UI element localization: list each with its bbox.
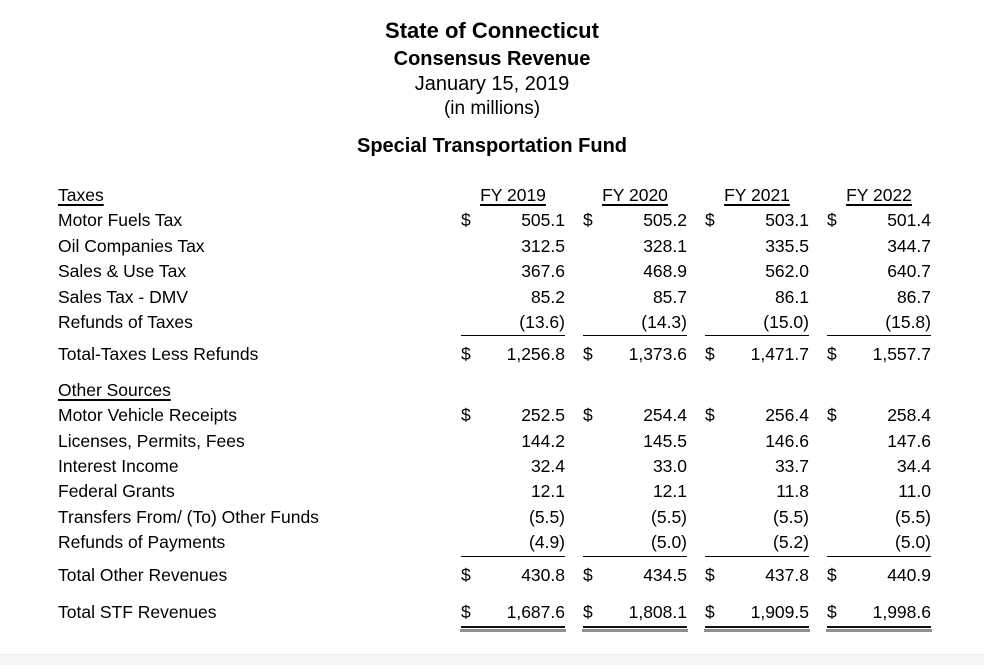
- cell-value: 258.4: [887, 405, 931, 426]
- cell-fy2020: [583, 208, 687, 233]
- cell-value: 430.8: [521, 564, 565, 585]
- cell-fy2022: [827, 342, 931, 367]
- cell-value: 11.0: [898, 481, 931, 502]
- column-header-fy2022: [827, 183, 931, 208]
- cell-fy2022: [827, 429, 931, 454]
- dollar-sign: $: [461, 210, 471, 231]
- dollar-sign: $: [461, 602, 471, 623]
- cell-fy2021: [705, 403, 809, 428]
- cell-fy2021: [705, 234, 809, 259]
- cell-fy2020: [583, 479, 687, 504]
- dollar-sign: $: [705, 564, 715, 585]
- row-label: Licenses, Permits, Fees: [58, 430, 245, 451]
- dollar-sign: $: [461, 405, 471, 426]
- table-row-interest-income: [58, 454, 984, 479]
- cell-fy2022: [827, 310, 931, 336]
- cell-value: (14.3): [641, 312, 687, 333]
- cell-value: 505.1: [521, 210, 565, 231]
- cell-fy2021: [705, 454, 809, 479]
- cell-fy2021: [705, 600, 809, 627]
- document-header: [0, 0, 984, 159]
- cell-value: 254.4: [643, 405, 687, 426]
- table-row-total-stf-revenues: [58, 600, 984, 627]
- doc-date: January 15, 2019: [414, 73, 570, 95]
- table-row-refunds-of-payments: [58, 530, 984, 556]
- cell-fy2021: [705, 530, 809, 556]
- row-label: Refunds of Taxes: [58, 312, 193, 333]
- dollar-sign: $: [461, 344, 471, 365]
- dollar-sign: $: [827, 405, 837, 426]
- cell-value: 256.4: [765, 405, 809, 426]
- section-header-label: Taxes: [58, 185, 104, 205]
- cell-fy2019: [461, 259, 565, 284]
- row-label: Transfers From/ (To) Other Funds: [58, 506, 319, 527]
- cell-fy2019: [461, 454, 565, 479]
- cell-fy2019: [461, 600, 565, 627]
- cell-value: 505.2: [643, 210, 687, 231]
- cell-fy2020: [583, 234, 687, 259]
- cell-fy2019: [461, 563, 565, 588]
- cell-value: (5.2): [773, 532, 809, 553]
- column-header-fy2021: [705, 183, 809, 208]
- cell-value: (15.0): [763, 312, 809, 333]
- cell-fy2021: [705, 285, 809, 310]
- cell-value: 32.4: [530, 456, 565, 477]
- cell-fy2020: [583, 259, 687, 284]
- cell-fy2022: [827, 600, 931, 627]
- cell-fy2022: [827, 403, 931, 428]
- section-header-cell: [58, 378, 443, 403]
- cell-value: (15.8): [885, 312, 931, 333]
- cell-value: (5.5): [651, 506, 687, 527]
- cell-fy2019: [461, 310, 565, 336]
- row-label: Sales Tax - DMV: [58, 286, 188, 307]
- column-header-label: FY 2020: [602, 185, 668, 205]
- cell-value: 1,998.6: [872, 602, 931, 623]
- cell-value: 12.1: [530, 481, 565, 502]
- cell-value: 144.2: [521, 430, 565, 451]
- cell-value: (5.5): [895, 506, 931, 527]
- dollar-sign: $: [827, 564, 837, 585]
- cell-fy2021: [705, 259, 809, 284]
- cell-value: (5.0): [895, 532, 931, 553]
- cell-value: 1,909.5: [750, 602, 809, 623]
- cell-value: 33.7: [774, 456, 809, 477]
- cell-fy2022: [827, 505, 931, 530]
- cell-fy2019: [461, 403, 565, 428]
- cell-fy2019: [461, 285, 565, 310]
- column-header-label: FY 2022: [846, 185, 912, 205]
- doc-subtitle: Consensus Revenue: [393, 48, 591, 70]
- page-title: State of Connecticut: [385, 18, 599, 43]
- table-row-motor-vehicle-receipts: [58, 403, 984, 428]
- cell-fy2021: [705, 342, 809, 367]
- cell-fy2020: [583, 403, 687, 428]
- table-row-motor-fuels-tax: [58, 208, 984, 233]
- cell-value: 85.2: [530, 286, 565, 307]
- column-header-label: FY 2019: [480, 185, 546, 205]
- doc-units: (in millions): [443, 98, 541, 119]
- cell-value: 146.6: [765, 430, 809, 451]
- cell-fy2022: [827, 454, 931, 479]
- cell-fy2021: [705, 208, 809, 233]
- cell-fy2019: [461, 429, 565, 454]
- table-row-total-taxes: [58, 342, 984, 367]
- section-header-label: Other Sources: [58, 379, 171, 400]
- table-row-federal-grants: [58, 479, 984, 504]
- cell-value: 468.9: [643, 261, 687, 282]
- cell-fy2022: [827, 234, 931, 259]
- table-row-licenses-permits-fees: [58, 429, 984, 454]
- section-header-other-sources: [58, 378, 984, 403]
- cell-value: (5.5): [529, 506, 565, 527]
- cell-fy2022: [827, 285, 931, 310]
- table-row-sales-use-tax: [58, 259, 984, 284]
- row-label: Refunds of Payments: [58, 532, 226, 553]
- cell-value: 12.1: [652, 481, 687, 502]
- dollar-sign: $: [583, 344, 593, 365]
- cell-value: 503.1: [765, 210, 809, 231]
- cell-fy2022: [827, 259, 931, 284]
- cell-value: 344.7: [887, 235, 931, 256]
- cell-value: 562.0: [765, 261, 809, 282]
- row-label: Motor Fuels Tax: [58, 210, 183, 231]
- dollar-sign: $: [461, 564, 471, 585]
- dollar-sign: $: [583, 405, 593, 426]
- cell-fy2020: [583, 600, 687, 627]
- cell-value: 440.9: [887, 564, 931, 585]
- row-label: Motor Vehicle Receipts: [58, 405, 237, 426]
- table-row-transfers-other-funds: [58, 505, 984, 530]
- cell-fy2021: [705, 429, 809, 454]
- cell-fy2022: [827, 208, 931, 233]
- row-label: Interest Income: [58, 456, 179, 477]
- cell-value: 328.1: [643, 235, 687, 256]
- cell-fy2020: [583, 285, 687, 310]
- dollar-sign: $: [827, 602, 837, 623]
- cell-value: 367.6: [521, 261, 565, 282]
- cell-fy2020: [583, 505, 687, 530]
- row-label: Total STF Revenues: [58, 602, 217, 623]
- cell-fy2019: [461, 342, 565, 367]
- cell-fy2019: [461, 208, 565, 233]
- cell-value: 312.5: [521, 235, 565, 256]
- dollar-sign: $: [583, 564, 593, 585]
- cell-value: (5.5): [773, 506, 809, 527]
- cell-value: 86.1: [774, 286, 809, 307]
- cell-value: 33.0: [652, 456, 687, 477]
- cell-fy2020: [583, 429, 687, 454]
- table-row-sales-tax-dmv: [58, 285, 984, 310]
- row-label: Federal Grants: [58, 481, 175, 502]
- cell-fy2019: [461, 505, 565, 530]
- dollar-sign: $: [705, 210, 715, 231]
- cell-fy2020: [583, 454, 687, 479]
- dollar-sign: $: [705, 344, 715, 365]
- table-row-refunds-of-taxes: [58, 310, 984, 336]
- cell-fy2020: [583, 310, 687, 336]
- cell-value: 501.4: [887, 210, 931, 231]
- cell-fy2021: [705, 479, 809, 504]
- cell-value: 1,808.1: [628, 602, 687, 623]
- cell-value: 1,687.6: [506, 602, 565, 623]
- dollar-sign: $: [705, 405, 715, 426]
- cell-value: 147.6: [887, 430, 931, 451]
- column-header-label: FY 2021: [724, 185, 790, 205]
- table-row-total-other-revenues: [58, 563, 984, 588]
- dollar-sign: $: [827, 210, 837, 231]
- cell-value: 252.5: [521, 405, 565, 426]
- cell-value: 1,373.6: [628, 344, 687, 365]
- cell-fy2021: [705, 563, 809, 588]
- cell-value: 437.8: [765, 564, 809, 585]
- row-label: Sales & Use Tax: [58, 261, 187, 282]
- cell-value: 335.5: [765, 235, 809, 256]
- cell-value: (13.6): [519, 312, 565, 333]
- cell-fy2019: [461, 479, 565, 504]
- section-header-taxes: [58, 183, 443, 208]
- column-header-fy2019: [461, 183, 565, 208]
- row-label: Oil Companies Tax: [58, 235, 205, 256]
- window-bottom-strip: [0, 654, 984, 665]
- cell-fy2022: [827, 479, 931, 504]
- cell-value: 85.7: [652, 286, 687, 307]
- cell-value: 1,471.7: [750, 344, 809, 365]
- cell-fy2022: [827, 530, 931, 556]
- cell-value: 640.7: [887, 261, 931, 282]
- dollar-sign: $: [705, 602, 715, 623]
- cell-value: 86.7: [896, 286, 931, 307]
- cell-value: (5.0): [651, 532, 687, 553]
- cell-fy2021: [705, 505, 809, 530]
- cell-value: 11.8: [776, 481, 809, 502]
- cell-value: 1,256.8: [506, 344, 565, 365]
- cell-fy2019: [461, 234, 565, 259]
- table-row-oil-companies-tax: [58, 234, 984, 259]
- cell-fy2020: [583, 342, 687, 367]
- revenue-table: [0, 183, 984, 628]
- row-label: Total Other Revenues: [58, 564, 228, 585]
- cell-value: 145.5: [643, 430, 687, 451]
- cell-fy2020: [583, 563, 687, 588]
- dollar-sign: $: [827, 344, 837, 365]
- cell-fy2019: [461, 530, 565, 556]
- cell-fy2021: [705, 310, 809, 336]
- cell-value: 434.5: [643, 564, 687, 585]
- fund-title: Special Transportation Fund: [356, 135, 628, 157]
- cell-fy2020: [583, 530, 687, 556]
- cell-value: 1,557.7: [872, 344, 931, 365]
- dollar-sign: $: [583, 210, 593, 231]
- cell-value: (4.9): [529, 532, 565, 553]
- column-header-fy2020: [583, 183, 687, 208]
- table-header-row: [58, 183, 984, 208]
- cell-value: 34.4: [896, 456, 931, 477]
- dollar-sign: $: [583, 602, 593, 623]
- cell-fy2022: [827, 563, 931, 588]
- row-label: Total-Taxes Less Refunds: [58, 344, 259, 365]
